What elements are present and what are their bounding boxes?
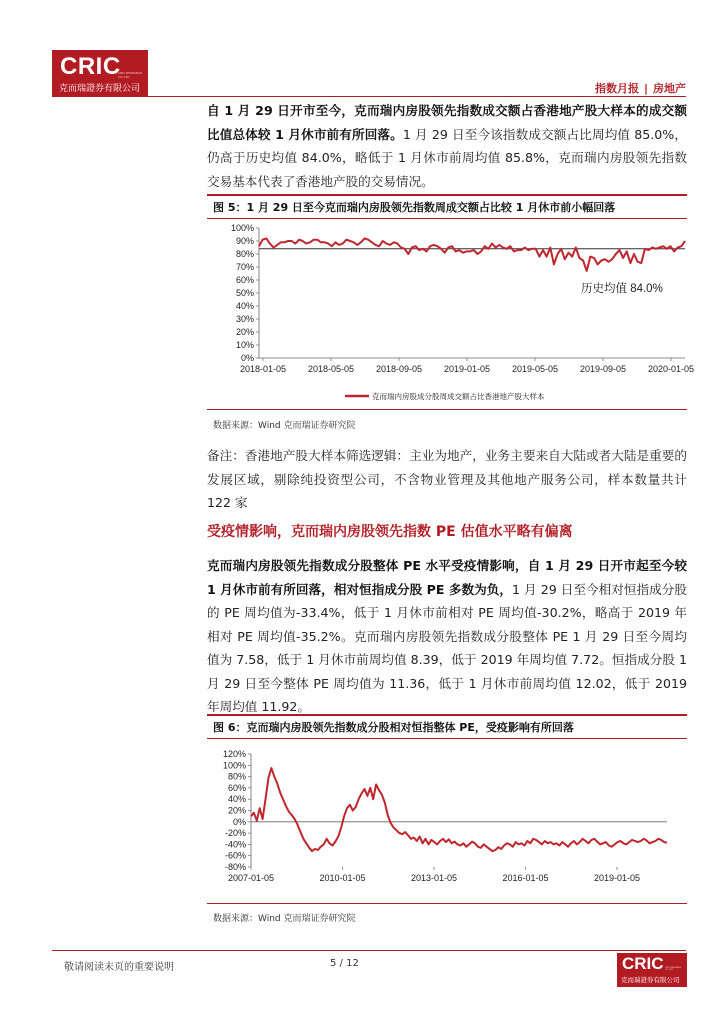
y-tick-label: 50% [235, 288, 254, 298]
paragraph-turnover-lead: 自 1 月 29 日开市至今，克而瑞内房股领先指数成交额占香港地产股大样本的成交额比值总体较 1 月休市前有所回落。 [207, 103, 687, 142]
y-tick-label: 20% [235, 327, 254, 337]
figure6-bottom-rule [207, 903, 687, 904]
paragraph-pe [207, 554, 687, 719]
y-tick-label: -40% [224, 839, 246, 850]
x-tick-label: 2019-09-05 [579, 364, 627, 374]
header-rule [52, 96, 686, 97]
header-separator: | [643, 82, 648, 95]
paragraph-turnover [207, 99, 687, 193]
figure6-title-rule [207, 738, 687, 739]
section-heading: 受疫情影响，克而瑞内房股领先指数 PE 估值水平略有偏离 [207, 524, 573, 540]
figure6-chart [207, 742, 687, 892]
y-tick-label: 20% [227, 805, 246, 816]
report-category [595, 80, 686, 96]
x-tick-label: 2020-01-05 [647, 364, 695, 374]
y-tick-label: 80% [235, 249, 254, 259]
y-tick-label: 100% [222, 760, 246, 771]
x-tick-label: 2013-01-05 [410, 873, 458, 883]
report-type: 指数月报 [594, 82, 639, 95]
figure5-bottom-rule [207, 409, 687, 410]
logo-company-name: 克而瑞證券有限公司 [59, 84, 141, 94]
footer-logo-company-name: 克而瑞證券有限公司 [621, 976, 680, 984]
series-line [251, 768, 667, 851]
y-tick-label: 80% [227, 771, 246, 782]
paragraph-pe-lead: 克而瑞内房股领先指数成分股整体 PE 水平受疫情影响，自 1 月 29 日开市起至今较 1 月休市前有所回落，相对恒指成分股 PE 多数为负， [207, 558, 687, 597]
paragraph-turnover-body: 1 月 29 日至今该指数成交额占比周均值 85.0%，仍高于历史均值 84.0%，略低于 1 月休市前周均值 85.8%，克而瑞内房股领先指数交易基本代表了香港地产股的交易情况。 [207, 126, 687, 189]
y-tick-label: 90% [235, 236, 254, 246]
y-tick-label: 10% [235, 340, 254, 350]
y-tick-label: 60% [227, 782, 246, 793]
footer-logo [617, 953, 687, 987]
y-tick-label: 30% [235, 314, 254, 324]
paragraph-pe-body: 1 月 29 日至今相对恒指成分股的 PE 周均值为-33.4%，低于 1 月休市前相对 PE 周均值-30.2%，略高于 2019 年相对 PE 周均值-35.2%。克而瑞内房股领先指数成分股整体 PE 1 月 29 日至今周均值为 7.58，低于 1 月休市前周均值 8.39，低于 2019 年周均值 7.72。恒指成分股 1 月 29 日至今整体 PE 周均值为 11.36，低于 1 月休市前周均值 12.02，低于 2019 年周均值 11.92。 [207, 581, 687, 714]
footer-rule [52, 950, 686, 951]
y-tick-label: 70% [235, 262, 254, 272]
logo-text: CRIC [60, 53, 121, 80]
sample-note: 备注：香港地产股大样本筛选逻辑：主业为地产，业务主要来自大陆或者大陆是重要的发展区域，剔除纯投资型公司，不含物业管理及其他地产服务公司，样本数量共计 122 家 [207, 448, 687, 510]
y-tick-label: 0% [240, 353, 254, 363]
y-tick-label: 60% [235, 275, 254, 285]
x-tick-label: 2018-05-05 [307, 364, 355, 374]
y-tick-label: -80% [224, 862, 246, 872]
y-tick-label: 40% [235, 301, 254, 311]
figure6-source: 数据来源：Wind 克而瑞证券研究院 [213, 914, 356, 924]
x-tick-label: 2019-01-05 [443, 364, 491, 374]
footer-disclaimer: 敬请阅读末页的重要说明 [64, 962, 174, 973]
y-tick-label: -60% [224, 850, 246, 861]
figure5-title: 图 5：1 月 29 日至今克而瑞内房股领先指数周成交额占比较 1 月休市前小幅回落 [213, 201, 616, 214]
y-tick-label: -20% [224, 828, 246, 839]
x-tick-label: 2007-01-05 [227, 873, 275, 883]
y-tick-label: 120% [222, 749, 246, 759]
page-number: 5 / 12 [330, 958, 359, 969]
y-tick-label: 40% [227, 794, 246, 805]
x-tick-label: 2016-01-05 [502, 873, 549, 883]
x-tick-label: 2019-01-05 [593, 873, 641, 883]
x-tick-label: 2019-05-05 [511, 364, 559, 374]
figure5-title-rule [207, 218, 687, 219]
logo-small-text: CRIC RESEARCH CO.,LTD [118, 71, 143, 79]
figure5-source: 数据来源：Wind 克而瑞证券研究院 [213, 421, 356, 431]
y-tick-label: 100% [230, 223, 254, 233]
x-tick-label: 2018-01-05 [239, 364, 287, 374]
x-tick-label: 2018-09-05 [375, 364, 423, 374]
x-tick-label: 2010-01-05 [319, 873, 366, 883]
reference-annotation: 历史均值 84.0% [581, 283, 663, 295]
cric-logo [52, 50, 148, 96]
legend-label: 克而瑞内房股成分股周成交额占比香港地产股大样本 [372, 392, 545, 401]
footer-logo-text: CRIC [622, 954, 664, 973]
figure5-chart [207, 220, 707, 405]
report-sector: 房地产 [653, 82, 686, 95]
figure6-title: 图 6：克而瑞内房股领先指数成分股相对恒指整体 PE，受疫影响有所回落 [213, 721, 574, 734]
series-line [259, 238, 685, 271]
y-tick-label: 0% [232, 816, 246, 827]
footer-logo-small-text: CRIC RESEARCH CO.,LTD [665, 967, 682, 971]
